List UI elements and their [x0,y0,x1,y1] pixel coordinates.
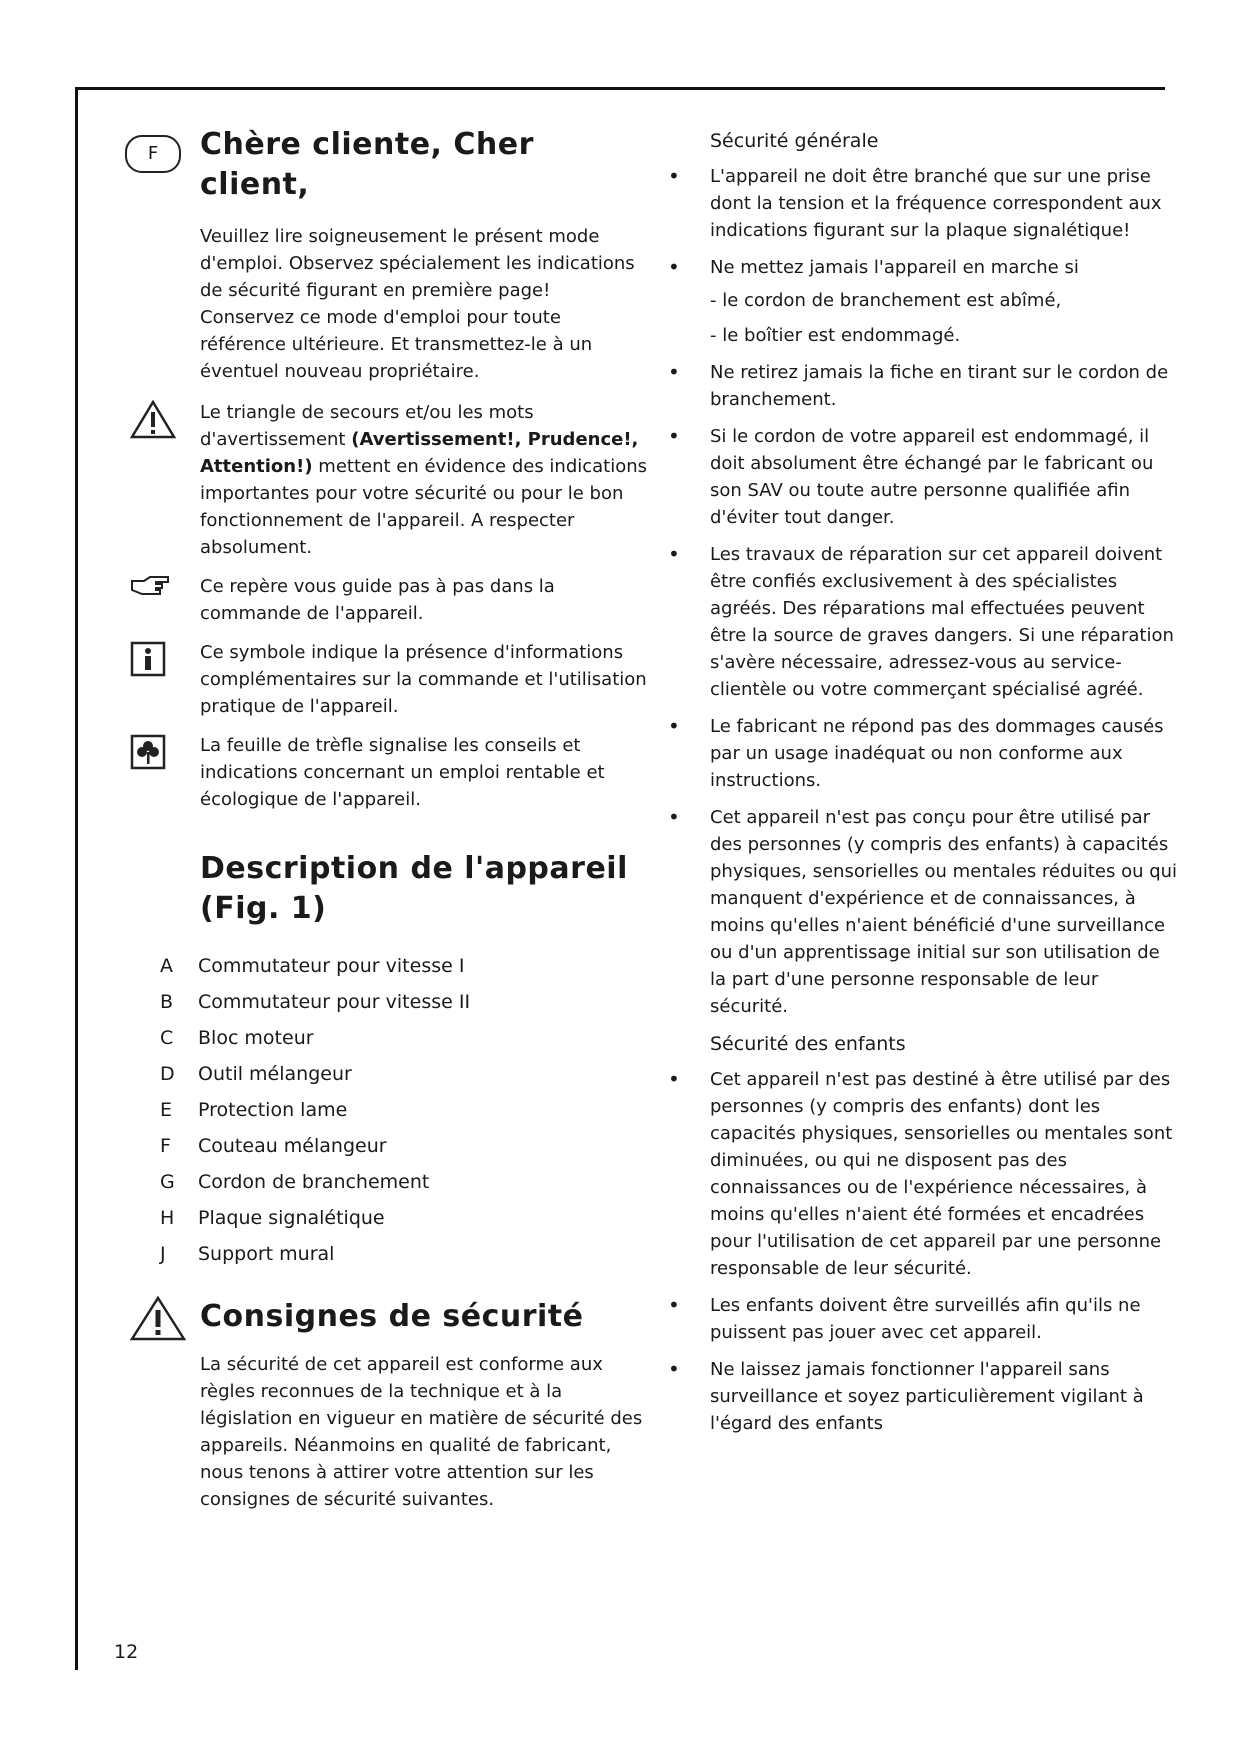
list-item-text: Ne mettez jamais l'appareil en marche si [710,257,1079,278]
frame-top-rule [75,87,1165,90]
part-label: Commutateur pour vitesse II [198,991,471,1013]
part-letter: J [160,1243,166,1265]
part-item [160,1061,650,1087]
parts-list [130,953,650,1267]
intro-title: Chère cliente, Cher client, [200,127,534,202]
list-item: • Si le cordon de votre appareil est endommagé, il doit absolument être échangé par le fabricant ou son SAV ou toute autre personne qualifiée afin d'éviter tout danger. [660,423,1180,531]
description-title-line2: (Fig. 1) [200,891,327,926]
clover-text: La feuille de trèfle signalise les conseils et indications concernant un emploi rentable et écologique de l'appareil. [200,735,605,810]
left-column [130,125,650,1525]
part-label: Outil mélangeur [198,1063,352,1085]
hand-note [130,573,650,627]
part-label: Support mural [198,1243,335,1265]
part-letter: D [160,1063,175,1085]
list-item: • Le fabricant ne répond pas des dommages causés par un usage inadéquat ou non conforme aux instructions. [660,713,1180,794]
part-item [160,1025,650,1051]
intro-paragraph: Veuillez lire soigneusement le présent mode d'emploi. Observez spécialement les indications de sécurité figurant en première page! Conservez ce mode d'emploi pour toute référence ultérieure. Et transmettez-le à un éventuel nouveau propriétaire. [200,226,635,382]
list-item: • Ne retirez jamais la fiche en tirant sur le cordon de branchement. [660,359,1180,413]
general-safety-title: Sécurité générale [710,130,879,152]
list-item: • Les enfants doivent être surveillés afin qu'ils ne puissent pas jouer avec cet appareil. [660,1292,1180,1346]
list-item: • Cet appareil n'est pas destiné à être utilisé par des personnes (y compris des enfants) dont les capacités physiques, sensorielles ou mentales sont diminuées, ou qui ne disposent pas des connaissances ou de l'expérience nécessaires, à moins qu'elles n'aient été formées et encadrées pour l'utilisation de cet appareil par une personne responsable de leur sécurité. [660,1066,1180,1282]
part-letter: B [160,991,174,1013]
part-item [160,1205,650,1231]
part-item [160,1241,650,1267]
description-section [130,849,650,1267]
part-label: Commutateur pour vitesse I [198,955,465,977]
part-item [160,989,650,1015]
sub-list-item: - le cordon de branchement est abîmé, [710,287,1180,314]
info-text: Ce symbole indique la présence d'informations complémentaires sur la commande et l'utilisation pratique de l'appareil. [200,642,647,717]
description-title [200,849,650,929]
general-safety-list [660,163,1180,1020]
part-item [160,1097,650,1123]
intro-section [130,125,650,385]
list-item: • Cet appareil n'est pas conçu pour être utilisé par des personnes (y compris des enfants) à capacités physiques, sensorielles ou mentales réduites ou qui manquent d'expérience et de connaissances, à moins qu'elles n'aient bénéficié d'une surveillance ou d'un apprentissage initial sur son utilisation de la part d'une personne responsable de leur sécurité. [660,804,1180,1020]
part-label: Bloc moteur [198,1027,314,1049]
list-item [660,254,1180,349]
warning-words: (Avertissement!, Prudence!, Attention!) [200,429,639,477]
list-item: • Ne laissez jamais fonctionner l'appareil sans surveillance et soyez particulièrement vigilant à l'égard des enfants [660,1356,1180,1437]
page-number: 12 [114,1641,139,1663]
part-label: Couteau mélangeur [198,1135,387,1157]
warning-note [130,399,650,561]
pointing-hand-icon [130,575,176,621]
list-item: • L'appareil ne doit être branché que sur une prise dont la tension et la fréquence correspondent aux indications figurant sur la plaque signalétique! [660,163,1180,244]
part-letter: C [160,1027,174,1049]
part-item [160,1169,650,1195]
warning-text [200,399,650,561]
info-icon [130,641,176,687]
sub-list-item: - le boîtier est endommagé. [710,322,1180,349]
part-letter: A [160,955,173,977]
warning-triangle-icon [130,399,176,445]
warning-text-end: mettent en évidence des indications importantes pour votre sécurité ou pour le bon fonctionnement de l'appareil. A respecter absolument. [200,456,648,558]
part-label: Protection lame [198,1099,348,1121]
description-title-line1: Description de l'appareil [200,851,628,886]
part-letter: F [160,1135,171,1157]
clover-note [130,732,650,813]
part-letter: E [160,1099,173,1121]
part-label: Plaque signalétique [198,1207,385,1229]
safety-title: Consignes de sécurité [200,1299,584,1334]
safety-paragraph: La sécurité de cet appareil est conforme aux règles reconnues de la technique et à la législation en vigueur en matière de sécurité des appareils. Néanmoins en qualité de fabricant, nous tenons à attirer votre attention sur les consignes de sécurité suivantes. [200,1354,643,1510]
part-letter: H [160,1207,175,1229]
warning-triangle-icon [130,1295,176,1341]
list-item: • Les travaux de réparation sur cet appareil doivent être confiés exclusivement à des spécialistes agréés. Des réparations mal effectuées peuvent être la source de graves dangers. Si une réparation s'avère nécessaire, adressez-vous au service-clientèle ou votre commerçant spécialisé agréé. [660,541,1180,703]
language-badge: F [125,135,181,173]
part-letter: G [160,1171,175,1193]
children-safety-title: Sécurité des enfants [710,1033,906,1055]
part-label: Cordon de branchement [198,1171,430,1193]
frame-left-rule [75,87,78,1670]
safety-section [130,1297,650,1513]
warning-text-start: Le triangle de secours et/ou les mots d'avertissement [200,402,534,450]
part-item [160,1133,650,1159]
info-note [130,639,650,720]
children-safety-list [660,1066,1180,1437]
right-column [660,127,1180,1447]
part-item [160,953,650,979]
sub-list [710,287,1180,349]
clover-icon [130,734,176,780]
hand-text: Ce repère vous guide pas à pas dans la commande de l'appareil. [200,576,555,624]
